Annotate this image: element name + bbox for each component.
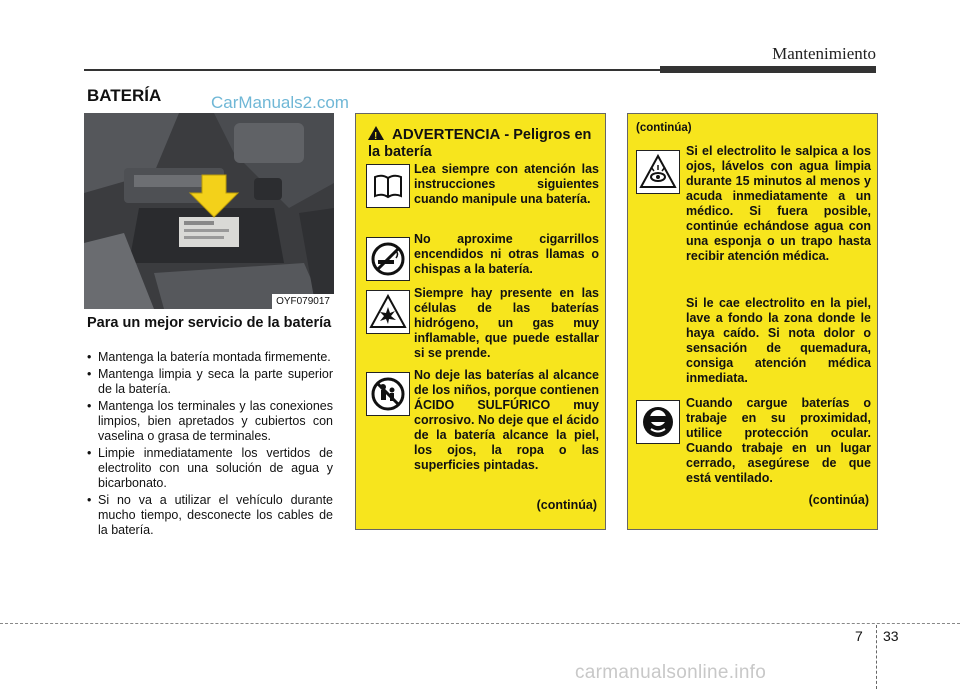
page-number: 33 [883, 628, 899, 644]
page-divider [876, 625, 877, 689]
watermark-bottom: carmanualsonline.info [575, 662, 767, 683]
header-rule-accent [660, 66, 876, 73]
warning-box-left [355, 113, 606, 530]
no-smoking-icon [366, 237, 410, 281]
warning-text-5: Si el electrolito le salpica a los ojos, lávelos con agua limpia durante 15 minutos al menos y acuda inmediatamente a un médico. Si fuera posible, continúe echándose agua con una esponja o un trapo hasta recibir atención médica. [686, 144, 871, 263]
warning-text-1: Lea siempre con atención las instrucciones siguientes cuando manipule una batería. [414, 162, 599, 206]
warning-title [368, 126, 603, 161]
battery-photo-illustration [84, 113, 334, 309]
photo-label: OYF079017 [272, 294, 334, 309]
chapter-number: 7 [855, 628, 863, 644]
warning-box-right [627, 113, 878, 530]
footer-rule [0, 623, 960, 624]
eye-protection-icon [636, 400, 680, 444]
bullet-item: • Limpie inmediatamente los vertidos de electrolito con una solución de agua y bicarbonato. [87, 446, 333, 491]
bullet-item: • Si no va a utilizar el vehículo durante mucho tiempo, desconecte los cables de la batería. [87, 493, 333, 538]
battery-photo [84, 113, 334, 309]
warning-title-main: ADVERTENCIA [392, 126, 501, 143]
eye-wash-icon [636, 150, 680, 194]
warning-triangle-icon [368, 126, 384, 140]
header-rule [84, 69, 660, 71]
continues-label: (continúa) [536, 498, 597, 512]
warning-title-rest: - Peligros en la batería [368, 127, 592, 160]
explosion-icon [366, 290, 410, 334]
keep-children-away-icon [366, 372, 410, 416]
service-heading: Para un mejor servicio de la batería [87, 315, 332, 331]
warning-text-3: Siempre hay presente en las células de las baterías hidrógeno, un gas muy inflamable, que puede estallar si se prende. [414, 286, 599, 360]
continues-label: (continúa) [808, 493, 869, 507]
warning-text-6: Si le cae electrolito en la piel, lave a fondo la zona donde le haya caído. Si nota dolor o sensación de quemadura, consiga atención médica inmediata. [686, 296, 871, 385]
section-title: BATERÍA [87, 86, 162, 105]
continued-label: (continúa) [636, 122, 692, 134]
warning-text-2: No aproxime cigarrillos encendidos ni otras llamas o chispas a la batería. [414, 232, 599, 276]
bullet-item: • Mantenga limpia y seca la parte superior de la batería. [87, 367, 333, 397]
bullet-item: • Mantenga los terminales y las conexiones limpios, bien apretados y cubiertos con vaselina o grasa de terminales. [87, 399, 333, 444]
service-bullets [87, 350, 333, 540]
watermark-top: CarManuals2.com [211, 93, 349, 112]
bullet-item: • Mantenga la batería montada firmemente. [87, 350, 333, 365]
warning-text-7: Cuando cargue baterías o trabaje en su proximidad, utilice protección ocular. Cuando trabaje en un lugar cerrado, asegúrese de que está ventilado. [686, 396, 871, 485]
header-title: Mantenimiento [772, 44, 876, 63]
book-icon [366, 164, 410, 208]
warning-text-4: No deje las baterías al alcance de los niños, porque contienen ÁCIDO SULFÚRICO muy corrosivo. No deje que el ácido de la batería alcance la piel, los ojos, la ropa o las superficies pintadas. [414, 368, 599, 472]
